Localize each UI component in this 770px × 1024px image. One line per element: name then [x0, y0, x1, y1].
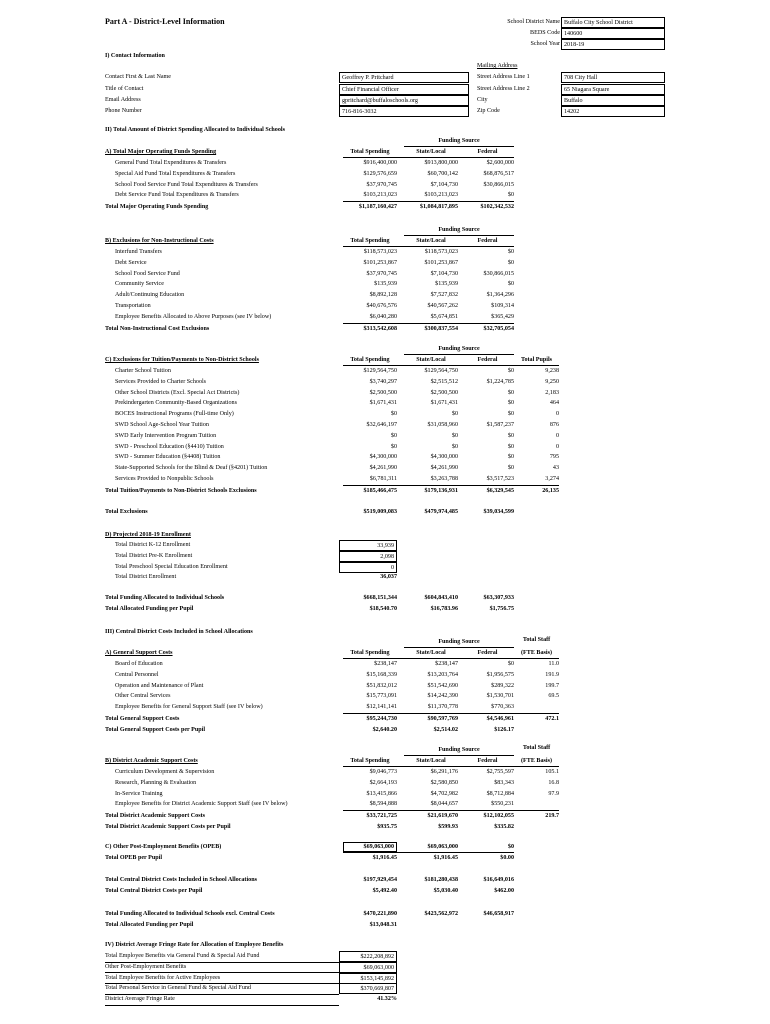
operating-fund-row-label: School Food Service Fund Total Expenditures & Transfers [115, 181, 258, 188]
non-instructional-row-value: $0 [507, 259, 514, 266]
funding-source-heading: Funding Source [438, 227, 480, 233]
non-instructional-row-label: Transportation [115, 303, 151, 309]
academic-support-total-row-label: Total District Academic Support Costs per Pupil [105, 824, 231, 830]
tuition-row-value: $1,587,237 [486, 422, 514, 428]
mailing-label: Street Address Line 2 [477, 86, 530, 92]
non-instructional-total-row-value: $313,542,608 [363, 325, 397, 332]
academic-support-total-row-value: $21,619,670 [427, 813, 458, 820]
col-fte-basis: (FTE Basis) [521, 650, 552, 656]
central-costs-row-value: $16,649,016 [483, 877, 514, 883]
general-support-total-row-value: $2,640.20 [372, 726, 397, 733]
non-instructional-row-label: Adult/Continuing Education [115, 292, 185, 299]
contact-value: Geoffrey P. Pritchard [339, 72, 469, 83]
operating-fund-row-value: $913,800,000 [424, 160, 458, 166]
non-instructional-row-value: $1,364,296 [486, 292, 514, 299]
academic-support-row-value: $6,291,176 [430, 769, 458, 775]
subsection-a-title: A) Total Major Operating Funds Spending [105, 149, 217, 155]
tuition-row-value: $4,261,990 [430, 465, 458, 472]
allocated-per-pupil-row-value: $16,783.96 [430, 606, 458, 612]
academic-support-row-value: $4,702,982 [430, 790, 458, 797]
col-total-spending: Total Spending [350, 650, 390, 656]
allocated-total-row-value: $604,843,410 [424, 595, 458, 601]
tuition-row-value: $0 [390, 443, 397, 450]
tuition-row-value: $0 [390, 432, 397, 439]
non-instructional-row-value: $135,939 [374, 281, 397, 288]
contact-value: 716-816-3032 [339, 106, 469, 117]
tuition-row-value: $2,500,500 [369, 389, 397, 396]
tuition-total-row-value: $179,136,931 [424, 487, 458, 494]
allocated-total-row-value: $668,151,344 [363, 595, 397, 601]
section-iii-title: III) Central District Costs Included in School Allocations [105, 629, 253, 635]
operating-fund-row-value: $103,213,023 [424, 192, 458, 199]
tuition-row-value: 9,250 [545, 378, 559, 385]
general-support-row-value: $238,147 [374, 661, 397, 667]
header-value: 140600 [561, 28, 665, 39]
col-total-spending: Total Spending [350, 149, 390, 155]
tuition-row-value: 0 [555, 443, 559, 450]
general-support-total-row-value: $126.17 [494, 726, 514, 733]
opeb-per-pupil-row-value: $1,916.45 [372, 855, 397, 861]
academic-support-row-label: Curriculum Development & Supervision [115, 769, 215, 775]
general-support-row-value: $11,370,778 [427, 704, 458, 711]
tuition-row-value: 0 [555, 432, 559, 439]
tuition-row-value: $2,500,500 [430, 389, 458, 396]
general-support-row-value: 191.9 [545, 671, 559, 678]
contact-section-title: I) Contact Information [105, 53, 165, 59]
general-support-title: A) General Support Costs [105, 650, 173, 656]
tuition-row-value: $1,224,785 [486, 378, 514, 385]
header-label: School District Name [507, 19, 560, 25]
operating-fund-row-label: General Fund Total Expenditures & Transfers [115, 160, 227, 166]
non-instructional-row-value: $40,676,576 [366, 303, 397, 309]
non-instructional-row-value: $7,104,730 [430, 270, 458, 277]
general-support-total-row-value: $4,546,961 [486, 716, 514, 722]
general-support-row-value: $289,322 [491, 682, 514, 689]
contact-label: Title of Contact [105, 86, 144, 92]
opeb-row-label: C) Other Post-Employment Benefits (OPEB) [105, 844, 222, 850]
allocated-per-pupil-row-label: Total Allocated Funding per Pupil [105, 606, 194, 612]
tuition-row-value: $129,564,750 [363, 368, 397, 374]
operating-fund-row-value: $103,213,023 [363, 192, 397, 199]
fringe-label: Total Personal Service in General Fund & Special Aid Fund [105, 985, 251, 992]
tuition-total-row-label: Total Tuition/Payments to Non-District Schools Exclusions [105, 487, 257, 494]
academic-support-row-value: $8,594,888 [369, 801, 397, 808]
general-support-row-value: $51,542,690 [427, 682, 458, 689]
col-total-spending: Total Spending [350, 357, 390, 363]
tuition-row-label: SWD Early Intervention Program Tuition [115, 432, 217, 439]
academic-support-row-value: $9,046,773 [369, 769, 397, 775]
header-value: 2018-19 [561, 39, 665, 50]
tuition-row-value: $3,740,297 [369, 378, 397, 385]
tuition-row-value: $4,261,990 [369, 465, 397, 472]
tuition-row-value: $129,564,750 [424, 368, 458, 374]
academic-support-row-value: 16.8 [548, 779, 559, 786]
central-costs-row-label: Total Central District Costs Included in School Allocations [105, 877, 257, 883]
non-instructional-row-value: $135,939 [435, 281, 458, 288]
tuition-row-value: 876 [549, 422, 559, 428]
tuition-row-value: $6,781,311 [369, 476, 397, 482]
mailing-value: 65 Niagara Square [561, 84, 665, 95]
general-support-total-row-value: $95,244,730 [366, 716, 397, 722]
tuition-total-row-value: $6,329,545 [486, 487, 514, 494]
non-instructional-row-value: $8,892,128 [369, 292, 397, 299]
tuition-row-label: State-Supported Schools for the Blind & Deaf (§4201) Tuition [115, 465, 268, 472]
general-support-row-label: Other Central Services [115, 693, 171, 700]
fringe-row-rule [105, 1005, 339, 1006]
col-fte-basis: (FTE Basis) [521, 758, 552, 764]
tuition-row-value: $0 [451, 443, 458, 450]
tuition-row-label: SWD - Preschool Education (§4410) Tuition [115, 443, 224, 450]
tuition-row-value: $3,517,523 [486, 476, 514, 482]
mailing-label: Street Address Line 1 [477, 74, 530, 80]
operating-total-row-value: $102,342,532 [480, 204, 514, 211]
operating-total-row-value: $1,187,160,427 [358, 204, 397, 211]
enrollment-value: 33,939 [339, 540, 397, 551]
col-total-spending: Total Spending [350, 238, 390, 244]
central-costs-per-pupil-row-label: Total Central District Costs per Pupil [105, 888, 203, 894]
tuition-total-row-value: $185,466,475 [363, 487, 397, 494]
subsection-c-title: C) Exclusions for Tuition/Payments to Non-District Schools [105, 357, 259, 363]
academic-support-row-value: $8,712,884 [486, 790, 514, 797]
mailing-address-title: Mailing Address [477, 63, 518, 69]
col-federal: Federal [477, 357, 498, 363]
general-support-row-value: 11.0 [548, 661, 559, 667]
contact-label: Email Address [105, 97, 141, 103]
allocated-total-row-label: Total Funding Allocated to Individual Schools [105, 595, 225, 601]
header-label: BEDS Code [530, 30, 560, 36]
tuition-row-value: $1,671,431 [430, 400, 458, 407]
tuition-row-value: $4,300,000 [369, 454, 397, 461]
academic-support-row-label: Employee Benefits for District Academic Support Staff (see IV below) [115, 801, 288, 808]
academic-support-total-row-value: $599.93 [438, 824, 458, 830]
operating-fund-row-value: $916,400,000 [363, 160, 397, 166]
academic-support-row-value: $8,044,657 [430, 801, 458, 808]
tuition-row-value: $1,671,431 [369, 400, 397, 407]
col-state-local: State/Local [416, 149, 446, 155]
academic-support-title: B) District Academic Support Costs [105, 758, 198, 764]
opeb-per-pupil-row-label: Total OPEB per Pupil [105, 855, 163, 861]
col-total-spending: Total Spending [350, 758, 390, 764]
allocated-excl-central-per-pupil-row-value: $13,048.31 [369, 922, 397, 928]
academic-support-row-label: In-Service Training [115, 790, 163, 797]
general-support-row-label: Board of Education [115, 661, 163, 667]
academic-support-total-row-value: 219.7 [545, 813, 559, 820]
section-iv-title: IV) District Average Fringe Rate for Allocation of Employee Benefits [105, 942, 284, 948]
operating-total-row-value: $1,084,817,895 [419, 204, 458, 211]
col-state-local: State/Local [416, 758, 446, 764]
non-instructional-row-value: $5,674,851 [430, 313, 458, 320]
operating-fund-row-value: $7,104,730 [430, 181, 458, 188]
tuition-row-value: $0 [451, 432, 458, 439]
general-support-row-value: 199.7 [545, 682, 559, 689]
general-support-row-value: $15,773,091 [366, 693, 397, 700]
col-federal: Federal [477, 238, 498, 244]
tuition-row-value: $0 [507, 411, 514, 418]
non-instructional-row-value: $365,429 [491, 313, 514, 320]
general-support-total-row-value: 472.1 [545, 716, 559, 722]
fringe-label: District Average Fringe Rate [105, 996, 175, 1003]
tuition-row-label: Prekindergarten Community-Based Organizations [115, 400, 237, 407]
tuition-row-value: $31,058,960 [427, 422, 458, 428]
non-instructional-row-value: $7,527,832 [430, 292, 458, 299]
non-instructional-row-value: $118,573,023 [363, 249, 397, 255]
col-total-staff: Total Staff [522, 637, 551, 643]
academic-support-row-value: $550,231 [491, 801, 514, 808]
enrollment-total-label: Total District Enrollment [115, 574, 177, 581]
tuition-row-value: $4,300,000 [430, 454, 458, 461]
subsection-d-title: D) Projected 2018-19 Enrollment [105, 532, 191, 538]
tuition-row-value: $0 [507, 465, 514, 472]
academic-support-total-row-value: $12,102,055 [483, 813, 514, 820]
academic-support-total-row-value: $935.75 [377, 824, 397, 830]
opeb-row-value: $69,063,000 [427, 844, 458, 850]
central-costs-per-pupil-row-value: $5,492.40 [372, 888, 397, 894]
tuition-row-value: 464 [549, 400, 559, 407]
tuition-row-value: $0 [507, 454, 514, 461]
tuition-row-label: SWD School Age-School Year Tuition [115, 422, 209, 428]
general-support-total-row-value: $2,514.02 [433, 726, 458, 733]
mailing-value: Buffalo [561, 95, 665, 106]
opeb-per-pupil-row-value: $0.00 [500, 855, 514, 861]
academic-support-row-value: 105.1 [545, 769, 559, 775]
tuition-row-value: $3,263,788 [430, 476, 458, 482]
general-support-row-value: $12,141,141 [366, 704, 397, 711]
mailing-label: City [477, 97, 488, 103]
operating-fund-row-label: Debt Service Fund Total Expenditures & Transfers [115, 192, 239, 199]
general-support-total-row-label: Total General Support Costs per Pupil [105, 726, 206, 733]
tuition-row-value: 795 [549, 454, 559, 461]
mailing-value: 14202 [561, 106, 665, 117]
total-exclusions-row-label: Total Exclusions [105, 509, 148, 515]
funding-source-heading: Funding Source [438, 747, 480, 753]
enrollment-label: Total District K-12 Enrollment [115, 542, 191, 548]
total-exclusions-row-value: $39,034,599 [483, 509, 514, 515]
general-support-row-value: 69.5 [548, 693, 559, 700]
general-support-row-value: $0 [507, 661, 514, 667]
operating-fund-row-value: $0 [507, 192, 514, 199]
general-support-total-row-value: $90,597,769 [427, 716, 458, 722]
tuition-row-label: SWD - Summer Education (§4408) Tuition [115, 454, 221, 461]
tuition-row-value: 2,183 [545, 389, 559, 396]
non-instructional-row-label: Employee Benefits Allocated to Above Purposes (see IV below) [115, 313, 272, 320]
allocated-excl-central-row-value: $423,562,972 [424, 911, 458, 917]
academic-support-row-label: Research, Planning & Evaluation [115, 779, 197, 786]
enrollment-label: Total Preschool Special Education Enrollment [115, 563, 228, 570]
non-instructional-row-value: $109,314 [491, 303, 514, 309]
academic-support-row-value: 97.9 [548, 790, 559, 797]
non-instructional-row-value: $101,253,867 [424, 259, 458, 266]
funding-source-heading: Funding Source [438, 346, 480, 352]
general-support-total-row-label: Total General Support Costs [105, 716, 180, 722]
allocated-excl-central-row-label: Total Funding Allocated to Individual Schools excl. Central Costs [105, 911, 275, 917]
non-instructional-row-value: $0 [507, 249, 514, 255]
tuition-row-value: $0 [451, 411, 458, 418]
enrollment-label: Total District Pre-K Enrollment [115, 552, 193, 559]
fringe-value: $370,669,807 [339, 983, 397, 994]
tuition-row-label: Other School Districts (Excl. Special Act Districts) [115, 389, 240, 396]
general-support-row-value: $51,832,012 [366, 682, 397, 689]
general-support-row-label: Employee Benefits for General Support Staff (see IV below) [115, 704, 263, 711]
funding-source-heading: Funding Source [438, 639, 480, 645]
general-support-row-value: $1,530,701 [486, 693, 514, 700]
fringe-rate-value: 41.32% [377, 996, 397, 1003]
section-ii-title: II) Total Amount of District Spending Allocated to Individual Schools [105, 127, 285, 133]
general-support-row-value: $15,168,339 [366, 671, 397, 678]
operating-fund-row-label: Special Aid Fund Total Expenditures & Transfers [115, 170, 236, 177]
total-exclusions-row-value: $519,009,083 [363, 509, 397, 515]
tuition-row-value: $0 [507, 368, 514, 374]
tuition-row-value: $32,646,197 [366, 422, 397, 428]
general-support-row-value: $13,203,764 [427, 671, 458, 678]
central-costs-row-value: $197,929,454 [363, 877, 397, 883]
tuition-row-value: 9,238 [545, 368, 559, 374]
funding-source-heading: Funding Source [438, 138, 480, 144]
allocated-total-row-value: $63,307,933 [483, 595, 514, 601]
non-instructional-total-row-value: $32,705,054 [483, 325, 514, 332]
allocated-excl-central-row-value: $46,658,917 [483, 911, 514, 917]
contact-label: Phone Number [105, 108, 142, 114]
tuition-row-value: $0 [390, 411, 397, 418]
subsection-b-title: B) Exclusions for Non-Instructional Costs [105, 238, 214, 244]
general-support-row-value: $238,147 [435, 661, 458, 667]
academic-support-row-value: $83,343 [494, 779, 514, 786]
mailing-value: 708 City Hall [561, 72, 665, 83]
allocated-excl-central-row-value: $470,221,890 [363, 911, 397, 917]
fringe-label: Other Post-Employment Benefits [105, 963, 187, 970]
allocated-excl-central-per-pupil-row-label: Total Allocated Funding per Pupil [105, 922, 194, 928]
operating-fund-row-value: $60,700,142 [427, 170, 458, 177]
operating-fund-row-value: $68,876,517 [483, 170, 514, 177]
tuition-row-value: 43 [552, 465, 559, 472]
contact-label: Contact First & Last Name [105, 74, 172, 80]
non-instructional-total-row-label: Total Non-Instructional Cost Exclusions [105, 325, 210, 332]
academic-support-total-row-value: $335.82 [494, 824, 514, 830]
academic-support-total-row-value: $33,721,725 [366, 813, 397, 820]
central-costs-per-pupil-row-value: $462.00 [494, 888, 514, 894]
non-instructional-row-label: Debt Service [115, 259, 147, 266]
enrollment-value: 2,098 [339, 551, 397, 562]
academic-support-row-value: $2,755,597 [486, 769, 514, 775]
operating-fund-row-value: $2,600,000 [486, 160, 514, 166]
general-support-row-value: $14,242,390 [427, 693, 458, 700]
operating-total-row-label: Total Major Operating Funds Spending [105, 204, 209, 211]
operating-fund-row-value: $30,866,015 [483, 181, 514, 188]
contact-value: Chief Financial Officer [339, 84, 469, 95]
tuition-row-value: $0 [507, 432, 514, 439]
col-federal: Federal [477, 650, 498, 656]
col-state-local: State/Local [416, 238, 446, 244]
non-instructional-row-value: $40,567,262 [427, 303, 458, 309]
opeb-row-value: $0 [507, 844, 514, 850]
fringe-label: Total Employee Benefits via General Fund & Special Aid Fund [105, 953, 260, 959]
enrollment-value: 0 [339, 562, 397, 573]
tuition-row-value: $0 [507, 389, 514, 396]
non-instructional-total-row-value: $300,837,554 [424, 325, 458, 332]
general-support-row-label: Central Personnel [115, 671, 159, 678]
tuition-row-value: $2,515,512 [430, 378, 458, 385]
tuition-row-label: Services Provided to Charter Schools [115, 378, 207, 385]
mailing-label: Zip Code [477, 108, 500, 114]
non-instructional-row-label: Community Service [115, 281, 164, 288]
tuition-row-label: Services Provided to Nonpublic Schools [115, 476, 214, 482]
fringe-value: $153,145,892 [339, 973, 397, 984]
tuition-total-row-value: 26,135 [542, 487, 559, 494]
fringe-value: $222,208,892 [339, 951, 397, 962]
enrollment-total-value: 36,037 [380, 574, 397, 581]
general-support-row-value: $770,363 [491, 704, 514, 711]
col-state-local: State/Local [416, 650, 446, 656]
non-instructional-row-value: $101,253,867 [363, 259, 397, 266]
non-instructional-row-value: $37,970,745 [366, 270, 397, 277]
opeb-row-value: $69,063,000 [343, 842, 397, 852]
tuition-row-value: $0 [507, 443, 514, 450]
tuition-row-label: Charter School Tuition [115, 368, 171, 374]
non-instructional-row-label: Interfund Transfers [115, 249, 162, 255]
header-label: School Year [530, 41, 560, 47]
col-total-staff: Total Staff [522, 745, 551, 751]
col-federal: Federal [477, 149, 498, 155]
academic-support-row-value: $13,415,866 [366, 790, 397, 797]
allocated-per-pupil-row-value: $1,756.75 [489, 606, 514, 612]
non-instructional-row-label: School Food Service Fund [115, 270, 180, 277]
opeb-per-pupil-row-value: $1,916.45 [433, 855, 458, 861]
operating-fund-row-value: $129,576,659 [363, 170, 397, 177]
col-state-local: State/Local [416, 357, 446, 363]
col-federal: Federal [477, 758, 498, 764]
fringe-label: Total Employee Benefits for Active Employees [105, 974, 221, 981]
academic-support-row-value: $2,664,193 [369, 779, 397, 786]
part-a-title: Part A - District-Level Information [105, 17, 225, 26]
tuition-row-label: BOCES Instructional Programs (Full-time Only) [115, 411, 234, 418]
general-support-row-label: Operation and Maintenance of Plant [115, 682, 204, 689]
academic-support-row-value: $2,580,850 [430, 779, 458, 786]
academic-support-total-row-label: Total District Academic Support Costs [105, 813, 205, 820]
col-total-pupils: Total Pupils [520, 357, 553, 363]
fringe-value: $69,063,000 [339, 962, 397, 973]
non-instructional-row-value: $118,573,023 [424, 249, 458, 255]
central-costs-per-pupil-row-value: $5,030.40 [433, 888, 458, 894]
tuition-row-value: 3,274 [545, 476, 559, 482]
allocated-per-pupil-row-value: $18,540.70 [369, 606, 397, 612]
tuition-row-value: 0 [555, 411, 559, 418]
non-instructional-row-value: $0 [507, 281, 514, 288]
tuition-row-value: $0 [507, 400, 514, 407]
operating-fund-row-value: $37,970,745 [366, 181, 397, 188]
general-support-row-value: $1,956,575 [486, 671, 514, 678]
non-instructional-row-value: $6,040,280 [369, 313, 397, 320]
contact-value: gpritchard@buffaloschools.org [339, 95, 469, 106]
total-exclusions-row-value: $479,974,485 [424, 509, 458, 515]
header-value: Buffalo City School District [561, 17, 665, 28]
central-costs-row-value: $181,280,438 [424, 877, 458, 883]
non-instructional-row-value: $30,866,015 [483, 270, 514, 277]
